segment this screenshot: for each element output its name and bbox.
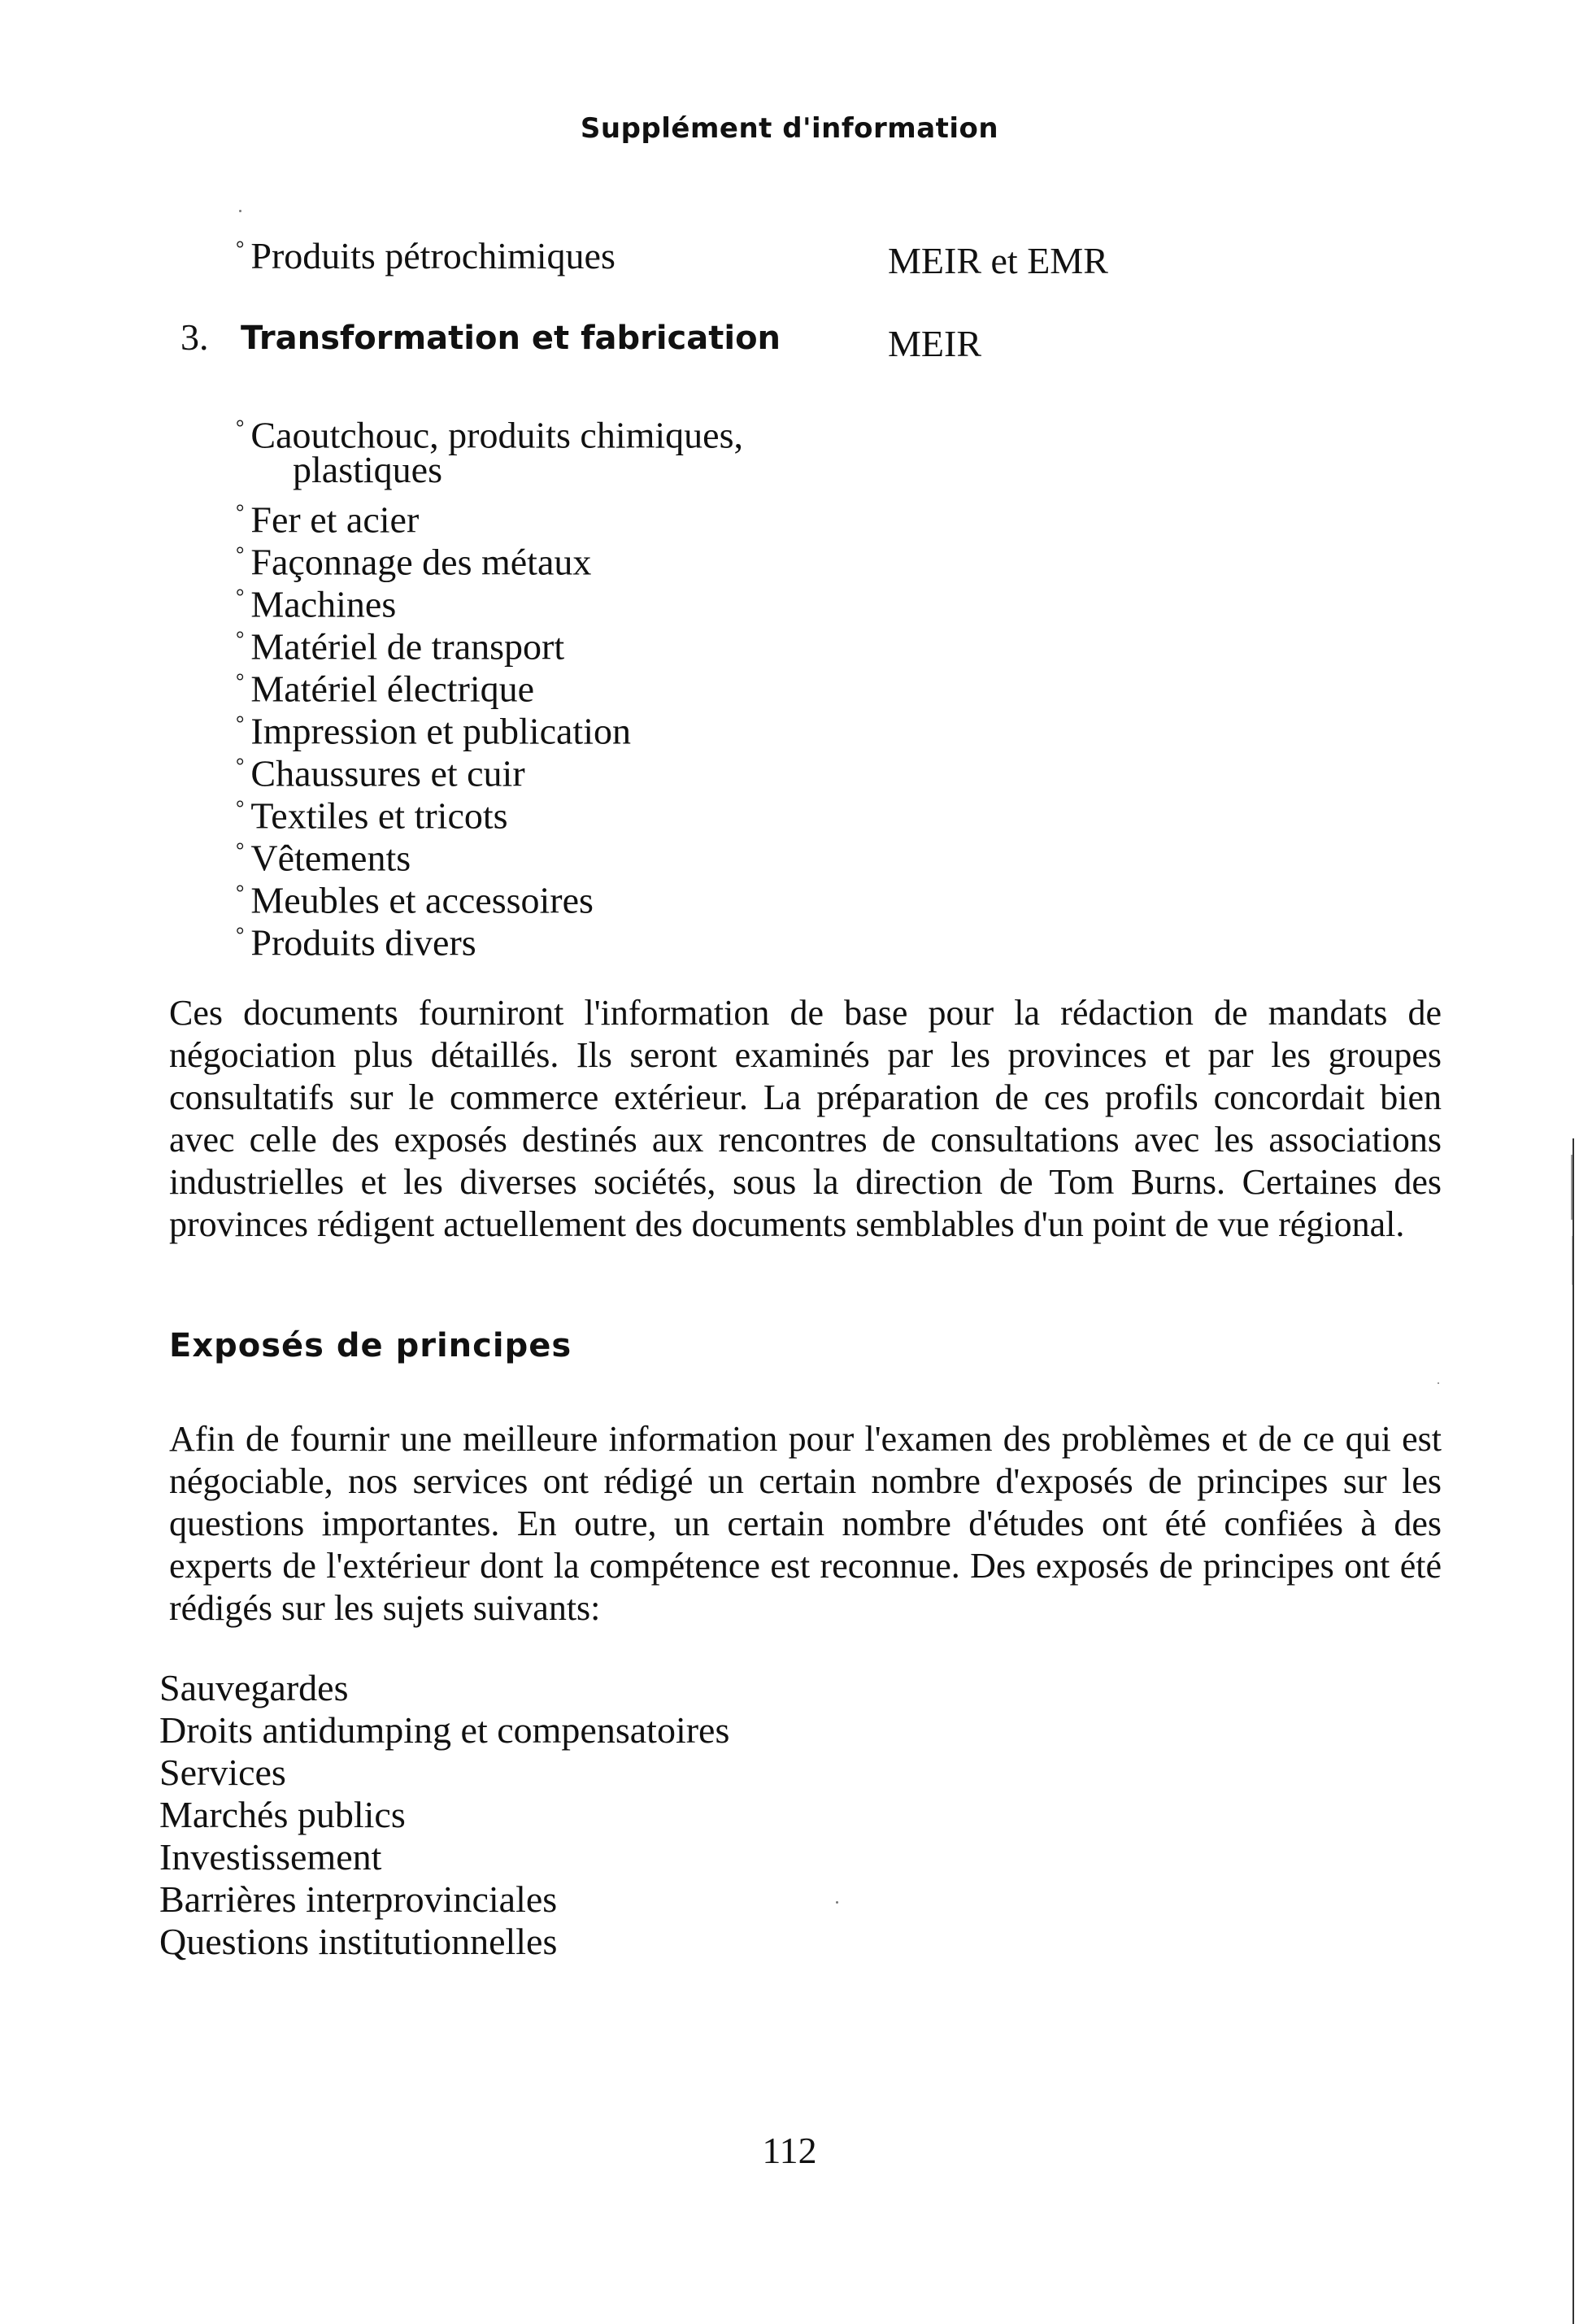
bullet-degree: ° — [236, 712, 245, 735]
list-item: Marchés publics — [159, 1794, 406, 1835]
scan-edge-line — [1572, 1138, 1574, 2324]
list-item: Investissement — [159, 1836, 382, 1878]
list-item: Droits antidumping et compensatoires — [159, 1709, 730, 1751]
bullet-degree: ° — [236, 542, 245, 566]
petrochem-row — [236, 237, 616, 275]
list-item — [236, 872, 743, 921]
scan-speck — [239, 210, 241, 212]
bullet-degree: ° — [236, 416, 245, 439]
list-item — [236, 745, 743, 794]
list-item-text: Caoutchouc, produits chimiques, — [250, 414, 743, 456]
list-item-continuation: plastiques — [293, 449, 442, 490]
bullet-degree: ° — [236, 754, 245, 777]
list-item: Sauvegardes — [159, 1667, 349, 1708]
scan-edge-mark — [1571, 1155, 1572, 1220]
bullet-degree: ° — [236, 627, 245, 651]
list-item-text: Chaussures et cuir — [250, 752, 525, 794]
paragraph-principles: Afin de fournir une meilleure information pour l'examen des problèmes et de ce qui est négociable, nos services ont rédigé un certain nombre d'exposés de principes sur les questions importantes. En outre, un certain nombre d'études ont été confiées à des experts de l'extérieur dont la compétence est reconnue. Des exposés de principes ont été rédigés sur les sujets suivants: — [169, 1419, 1442, 1628]
list-item-text: Matériel électrique — [250, 668, 535, 710]
bullet-degree: ° — [236, 838, 245, 862]
list-item — [236, 703, 743, 752]
list-item — [236, 407, 743, 456]
paragraph-documents: Ces documents fourniront l'information de base pour la rédaction de mandats de négociation plus détaillés. Ils seront examinés par les provinces et par les groupes consultatifs sur le commerce extérieur. La préparation de ces profils concordait bien avec celle des exposés destinés aux rencontres de consultations avec les associations industrielles et les diverses sociétés, sous la direction de Tom Burns. Certaines des provinces rédigent actuellement des documents semblables d'un point de vue régional. — [169, 993, 1442, 1244]
list-item — [236, 787, 743, 837]
list-item-text: Textiles et tricots — [250, 794, 508, 837]
scan-speck — [836, 1901, 838, 1904]
scan-speck — [1438, 1382, 1439, 1384]
list-item — [236, 533, 743, 583]
section-number: 3. — [181, 316, 209, 358]
list-item-text: Meubles et accessoires — [250, 879, 594, 921]
list-item: Questions institutionnelles — [159, 1921, 558, 1962]
list-item-text: Façonnage des métaux — [250, 541, 592, 583]
bullet-degree: ° — [236, 923, 245, 947]
list-item — [236, 618, 743, 668]
running-header: Supplément d'information — [580, 112, 999, 145]
bullet-degree: ° — [236, 881, 245, 904]
bullet-degree: ° — [236, 669, 245, 693]
list-item — [236, 491, 743, 541]
section-title: Transformation et fabrication — [241, 320, 781, 357]
list-item: Services — [159, 1752, 286, 1793]
section-subheading: Exposés de principes — [169, 1327, 572, 1364]
bullet-degree: ° — [236, 236, 245, 260]
bullet-degree: ° — [236, 796, 245, 820]
petrochem-responsible: MEIR et EMR — [888, 240, 1108, 281]
list-item — [236, 660, 743, 710]
section-responsible: MEIR — [888, 323, 981, 364]
list-item-text: Produits divers — [250, 921, 476, 964]
list-item-text: Fer et acier — [250, 498, 420, 541]
bullet-degree: ° — [236, 500, 245, 524]
list-item-text: Impression et publication — [250, 710, 631, 752]
list-item-text: Matériel de transport — [250, 625, 565, 668]
list-item-text: Machines — [250, 583, 397, 625]
manufacturing-list — [236, 407, 743, 964]
list-item-text: Vêtements — [250, 837, 411, 879]
principles-list — [159, 1667, 729, 1963]
petrochem-label: Produits pétrochimiques — [250, 235, 616, 276]
page-number: 112 — [762, 2130, 817, 2171]
list-item: Barrières interprovinciales — [159, 1878, 558, 1920]
bullet-degree: ° — [236, 585, 245, 608]
